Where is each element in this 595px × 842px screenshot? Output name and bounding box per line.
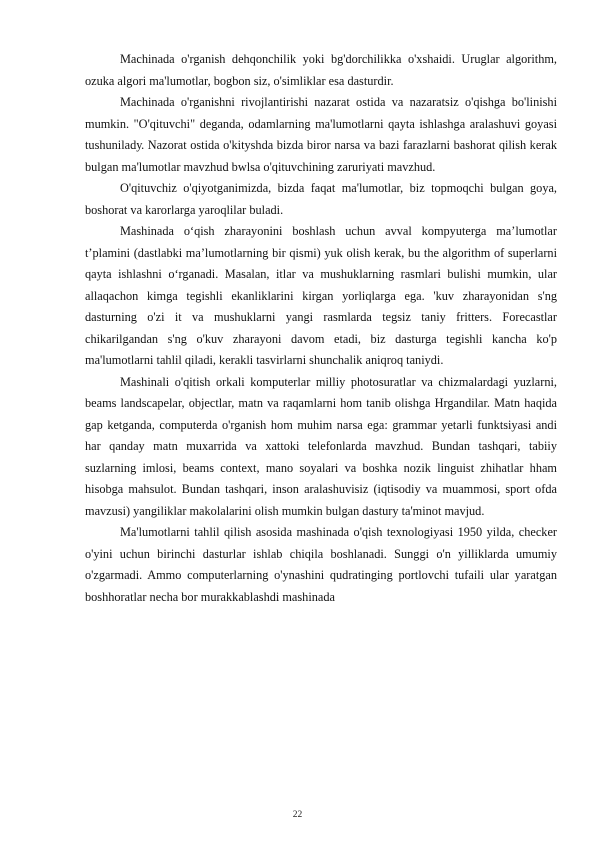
paragraph-4: Mashinada o‘qish zharayonini boshlash uchun avval kompyuterga maʼlumotlar tʼplamini (dastlabki maʼlumotlarning bir qismi) yuk olish kerak, bu the algorithm of superlarni qayta ishlashni o‘rganadi. Masalan, itlar va mushuklarning rasmlari bulishi mumkin, ular allaqachon kimga tegishli ekanliklarini kirgan yorliqlarga ega. 'kuv zharayonidan s'ng dasturning o'zi it va mushuklarni yangi rasmlarda tegsiz taniy fritters. Forecastlar chikarilgandan s'ng o'kuv zharayoni davom etadi, biz dasturga tegishli kancha ko'p ma'lumotlarni tahlil qiladi, kerakli tasvirlarni shunchalik aniqroq taniydi. [85, 224, 557, 367]
paragraph-1: Machinada o'rganish dehqonchilik yoki bg'dorchilikka o'xshaidi. Uruglar algorithm, ozuka algori ma'lumotlar, bogbon siz, o'simliklar esa dasturdir. [85, 52, 557, 88]
paragraph-6: Ma'lumotlarni tahlil qilish asosida mashinada o'qish texnologiyasi 1950 yilda, checker o'yini uchun birinchi dasturlar ishlab chiqila boshlanadi. Sunggi o'n yilliklarda umumiy o'zgarmadi. Ammo computerlarning o'ynashini qudratinging portlovchi tufaili ular yaratgan boshhoratlar necha bor murakkablashdi mashinada [85, 525, 557, 604]
page-number: 22 [292, 810, 303, 820]
document-body [85, 49, 557, 608]
paragraph-5: Mashinali o'qitish orkali komputerlar milliy photosuratlar va chizmalardagi yuzlarni, beams landscapelar, objectlar, matn va raqamlarni hom tanib olishga Hrgandilar. Matn haqida gap ketganda, computerda o'rganish hom muhim narsa ega: grammar yetarli funktsiyasi andi har qanday matn muxarrida va xattoki telefonlarda mavzhud. Bundan tashqari, tabiiy suzlarning imlosi, beams context, mano soyalari va boshka nozik linguist zhihatlar hham hisobga mahsulot. Bundan tashqari, inson aralashuvisiz (iqtisodiy va muammosi, sport ofda mavzusi) yangiliklar makolalarini olish mumkin bulgan dastury ta'minot mavjud. [85, 374, 557, 518]
paragraph-3: O'qituvchiz o'qiyotganimizda, bizda faqat ma'lumotlar, biz topmoqchi bulgan goya, boshorat va karorlarga yaroqlilar buladi. [85, 181, 557, 217]
paragraph-2: Machinada o'rganishni rivojlantirishi nazarat ostida va nazaratsiz o'qishga bo'linishi mumkin. "O'qituvchi" deganda, odamlarning ma'lumotlarni qayta ishlashga aralashuvi goyasi tushuniladу. Nazorat ostida o'kityshda bizda biror narsa va bazi farazlarni bashorat qilish kerak bulgan ma'lumotlar mavzhud bwlsa o'qituvchining zaruriyati mavzhud. [85, 95, 557, 174]
